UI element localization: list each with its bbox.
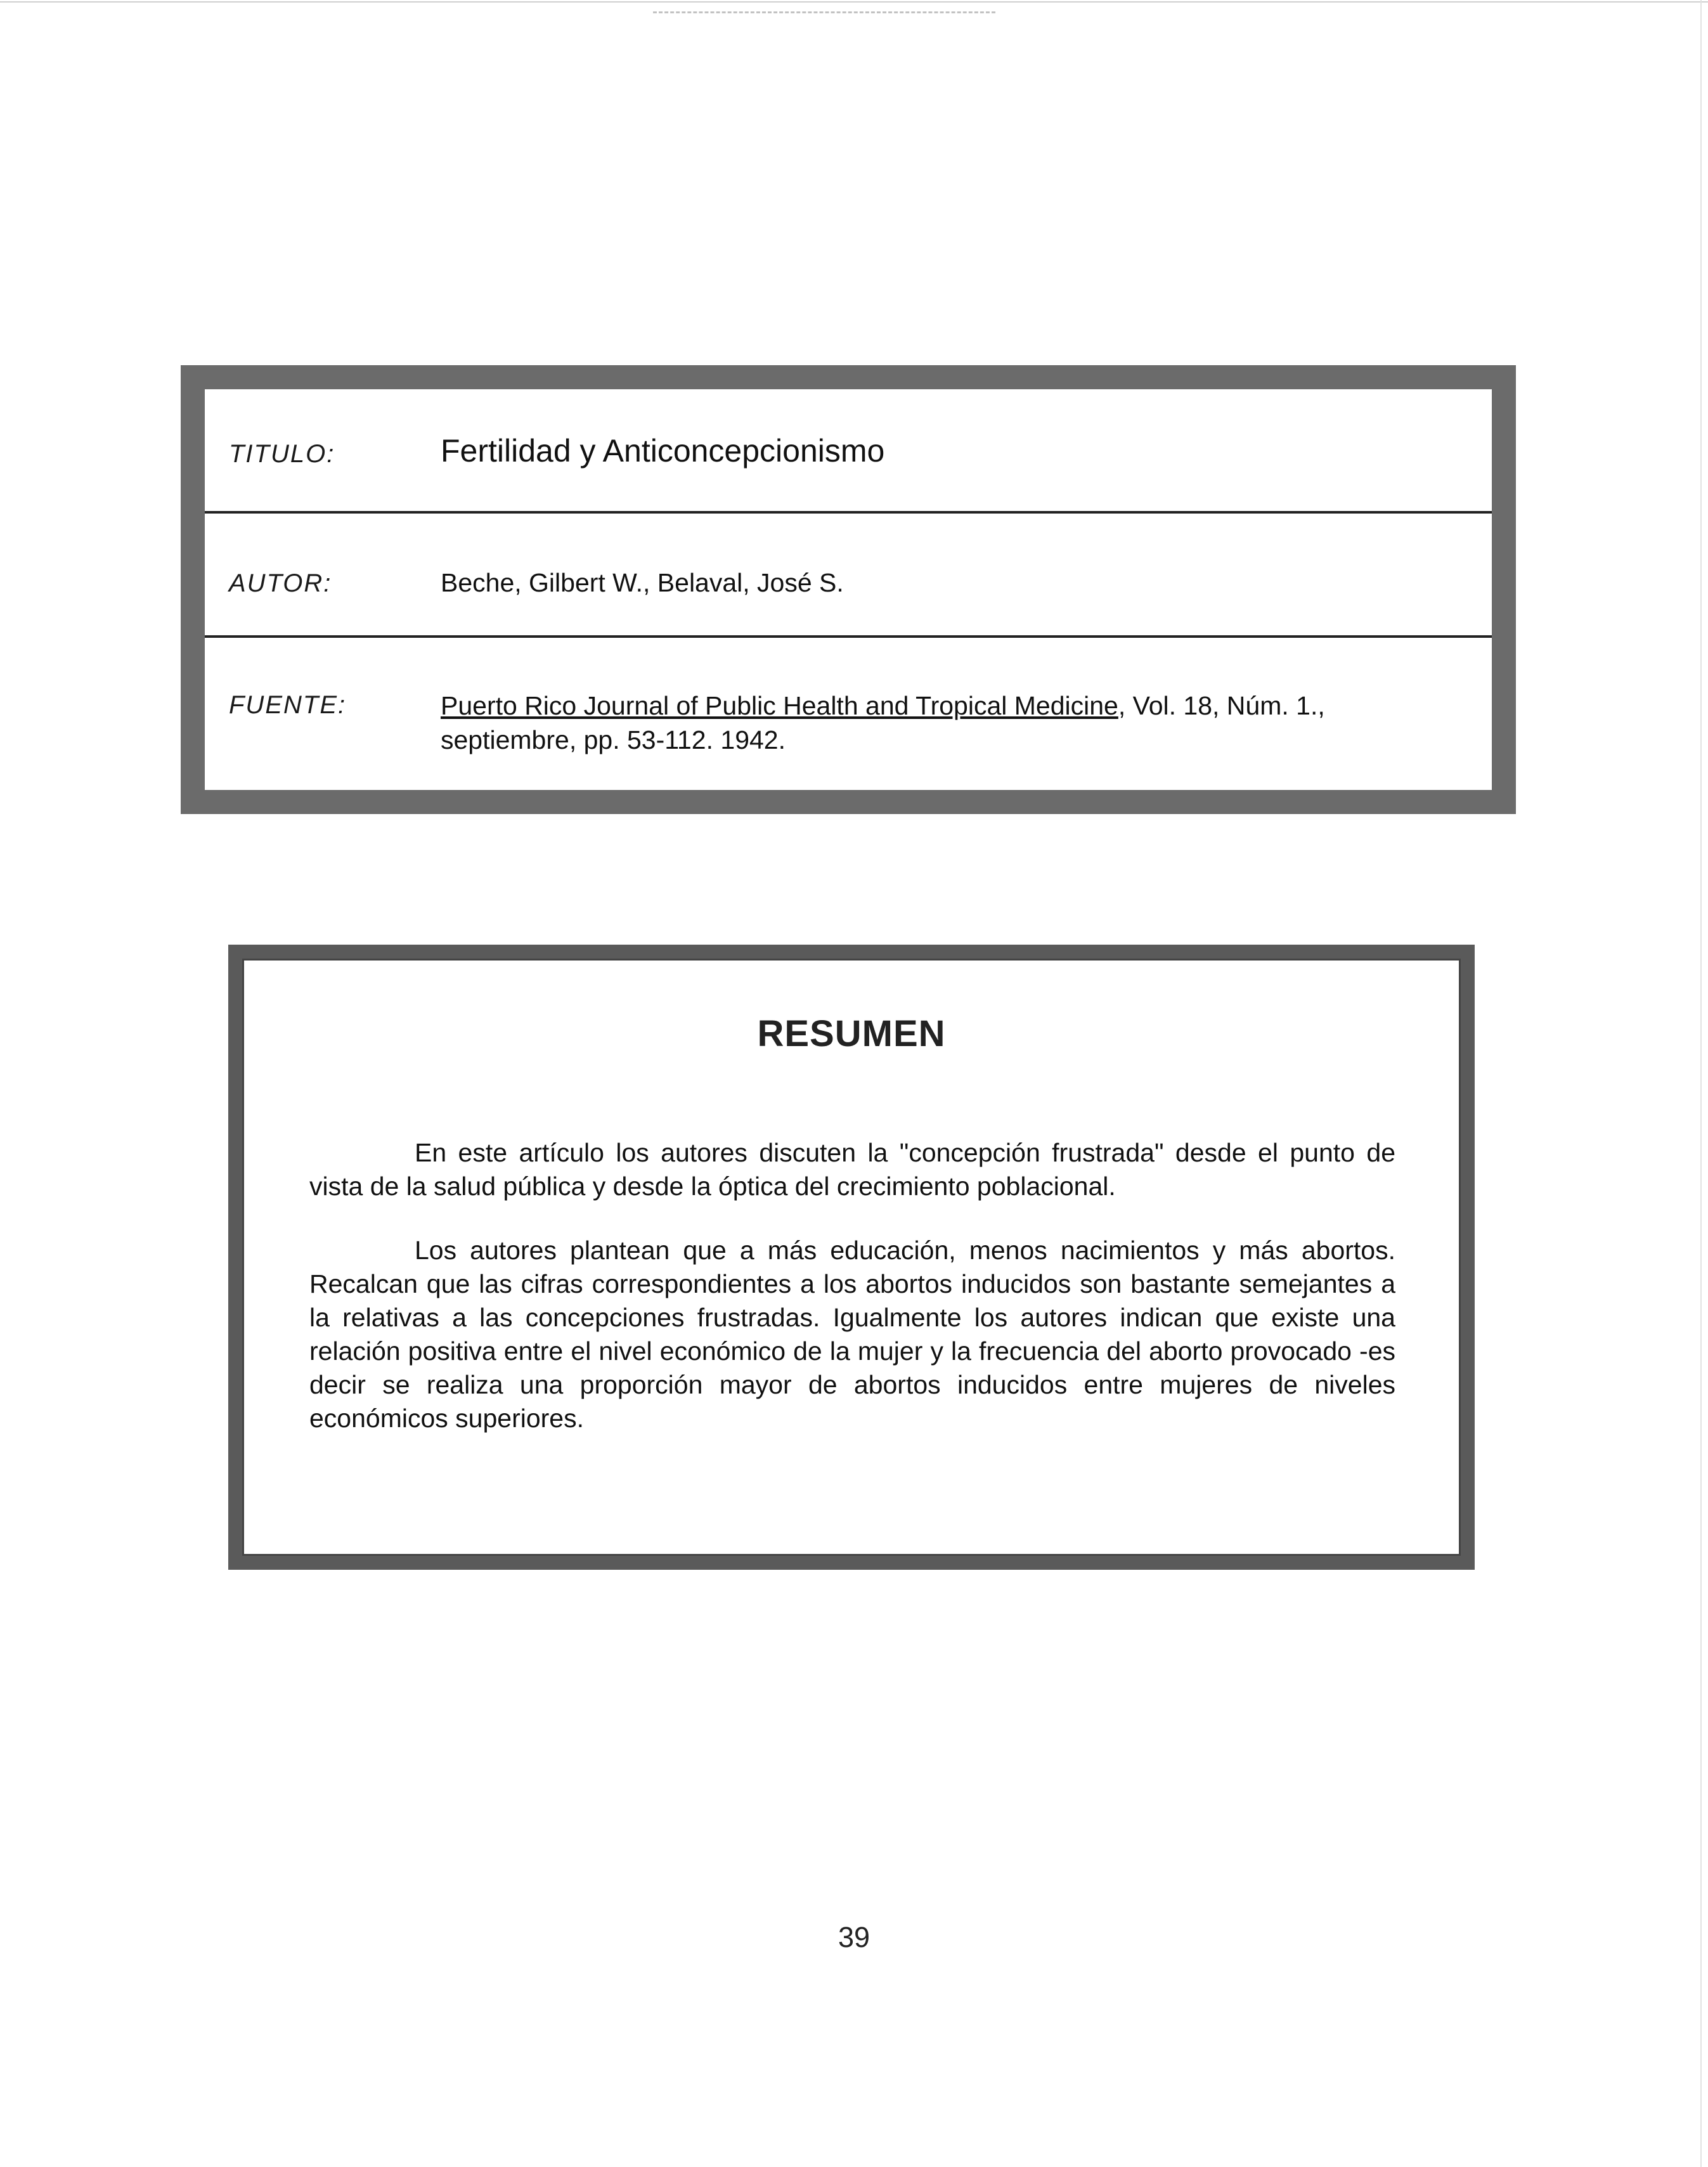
fuente-label: FUENTE: xyxy=(229,691,347,719)
titulo-row xyxy=(205,389,1492,514)
autor-label: AUTOR: xyxy=(229,569,332,597)
titulo-value: Fertilidad y Anticoncepcionismo xyxy=(441,433,885,469)
resumen-paragraph: Los autores plantean que a más educación, menos nacimientos y más abortos. Recalcan que las cifras correspondientes a los abortos inducidos son bastante semejantes a la relativas a las concepciones frustradas. Igualmente los autores indican que existe una relación positiva entre el nivel económico de la mujer y la frecuencia del aborto provocado -es decir se realiza una proporción mayor de abortos inducidos entre mujeres de niveles económicos superiores. xyxy=(309,1236,1395,1433)
autor-row xyxy=(205,514,1492,638)
fuente-journal: Puerto Rico Journal of Public Health and Tropical Medicine xyxy=(441,691,1118,720)
fuente-value xyxy=(441,689,1466,757)
page-number: 39 xyxy=(838,1921,870,1953)
fuente-date-pages: septiembre, pp. 53-112. 1942. xyxy=(441,725,786,754)
resumen-heading: RESUMEN xyxy=(757,1013,946,1054)
reference-card xyxy=(181,365,1516,814)
resumen-body xyxy=(309,1136,1395,1466)
reference-card-inner xyxy=(205,389,1492,790)
scan-edge-top xyxy=(0,1,1708,3)
scan-mark xyxy=(653,11,995,17)
titulo-label: TITULO: xyxy=(229,440,335,468)
fuente-row xyxy=(205,638,1492,790)
scan-edge-right xyxy=(1700,0,1702,2167)
resumen-paragraph: En este artículo los autores discuten la "concepción frustrada" desde el punto de vista de la salud pública y desde la óptica del crecimiento poblacional. xyxy=(309,1138,1395,1201)
fuente-volume: , Vol. 18, Núm. 1., xyxy=(1118,691,1325,720)
resumen-card xyxy=(228,945,1475,1570)
autor-value: Beche, Gilbert W., Belaval, José S. xyxy=(441,568,844,597)
resumen-card-inner xyxy=(242,959,1461,1556)
